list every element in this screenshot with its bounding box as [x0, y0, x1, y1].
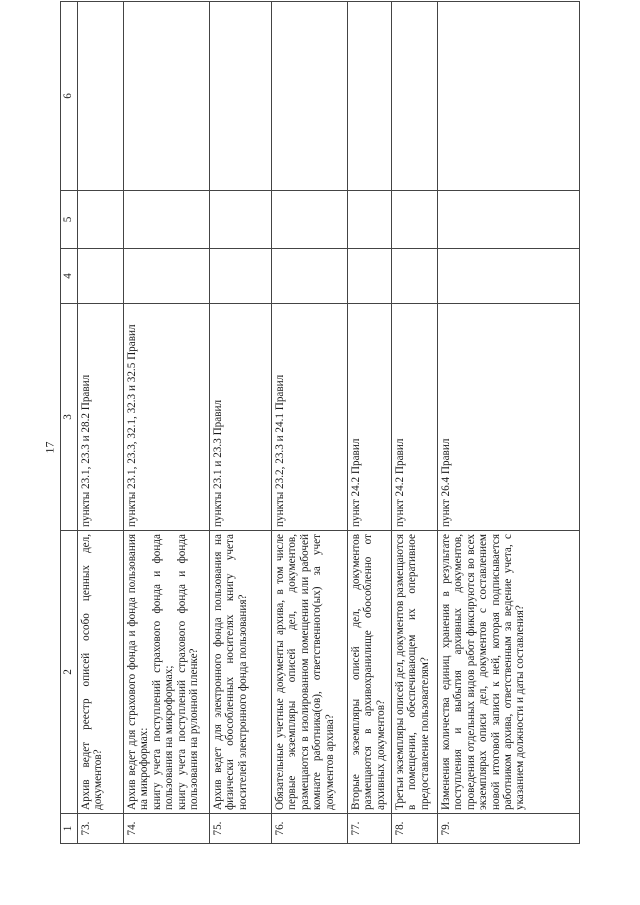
- header-row: [61, 2, 78, 844]
- row-cell-4: [438, 249, 580, 304]
- header-col-2: 2: [61, 531, 78, 814]
- row-question: Изменения количества единиц хранения в результате поступления и выбытия архивных документов, проведения отдельных видов работ фиксируются во всех экземплярах описи дел, документов с составлением новой итоговой записи к ней, которая подписывается работником архива, ответственным за ведение учета, с указанием должности и даты составления?: [438, 531, 580, 814]
- row-cell-4: [210, 249, 272, 304]
- row-cell-4: [78, 249, 124, 304]
- row-cell-5: [124, 191, 210, 249]
- table-row: [272, 2, 348, 844]
- row-reference: пункт 24.2 Правил: [392, 304, 438, 531]
- row-reference: пункт 24.2 Правил: [348, 304, 392, 531]
- row-cell-6: [210, 2, 272, 191]
- row-question: Обязательные учетные документы архива, в том числе первые экземпляры описей дел, документов, размещаются в изолированном помещении или рабочей комнате работника(ов), ответственного(ых) за учет документов архива?: [272, 531, 348, 814]
- row-number: 77.: [348, 814, 392, 844]
- row-cell-6: [78, 2, 124, 191]
- table-row: [124, 2, 210, 844]
- row-cell-6: [438, 2, 580, 191]
- table-row: [348, 2, 392, 844]
- row-number: 73.: [78, 814, 124, 844]
- row-cell-5: [78, 191, 124, 249]
- row-cell-6: [124, 2, 210, 191]
- row-reference: пункты 23.1, 23.3, 32.1, 32.3 и 32.5 Правил: [124, 304, 210, 531]
- row-cell-6: [392, 2, 438, 191]
- row-cell-5: [272, 191, 348, 249]
- row-reference: пункты 23.2, 23.3 и 24.1 Правил: [272, 304, 348, 531]
- header-col-6: 6: [61, 2, 78, 191]
- page-number: 17: [42, 441, 57, 454]
- row-cell-4: [348, 249, 392, 304]
- row-cell-4: [124, 249, 210, 304]
- row-question: Вторые экземпляры описей дел, документов размещаются в архивохранилище обособленно от архивных документов?: [348, 531, 392, 814]
- header-col-1: 1: [61, 814, 78, 844]
- row-cell-5: [210, 191, 272, 249]
- header-col-5: 5: [61, 191, 78, 249]
- row-cell-4: [272, 249, 348, 304]
- header-col-4: 4: [61, 249, 78, 304]
- table-row: [392, 2, 438, 844]
- row-question: Архив ведет для электронного фонда пользования на физически обособленных носителях книгу учета носителей электронного фонда пользования?: [210, 531, 272, 814]
- row-question: Архив ведет реестр описей особо ценных дел, документов?: [78, 531, 124, 814]
- rotated-page-content: [60, 2, 580, 844]
- row-reference: пункт 26.4 Правил: [438, 304, 580, 531]
- row-number: 78.: [392, 814, 438, 844]
- row-cell-5: [348, 191, 392, 249]
- row-number: 74.: [124, 814, 210, 844]
- header-col-3: 3: [61, 304, 78, 531]
- row-cell-6: [272, 2, 348, 191]
- row-cell-4: [392, 249, 438, 304]
- row-number: 79.: [438, 814, 580, 844]
- row-question: Архив ведет для страхового фонда и фонда пользования на микроформах: книгу учета поступлений страхового фонда и фонда пользования на микроформах; книгу учета поступлений страхового фонда и фонда пользования на рулонной пленке?: [124, 531, 210, 814]
- row-cell-6: [348, 2, 392, 191]
- row-question: Третьи экземпляры описей дел, документов размещаются в помещении, обеспечивающем их оперативное предоставление пользователям?: [392, 531, 438, 814]
- checklist-table: [60, 1, 580, 844]
- row-cell-5: [438, 191, 580, 249]
- table-row: [210, 2, 272, 844]
- table-row: [438, 2, 580, 844]
- row-number: 75.: [210, 814, 272, 844]
- row-cell-5: [392, 191, 438, 249]
- row-reference: пункты 23.1, 23.3 и 28.2 Правил: [78, 304, 124, 531]
- row-number: 76.: [272, 814, 348, 844]
- table-row: [78, 2, 124, 844]
- row-reference: пункты 23.1 и 23.3 Правил: [210, 304, 272, 531]
